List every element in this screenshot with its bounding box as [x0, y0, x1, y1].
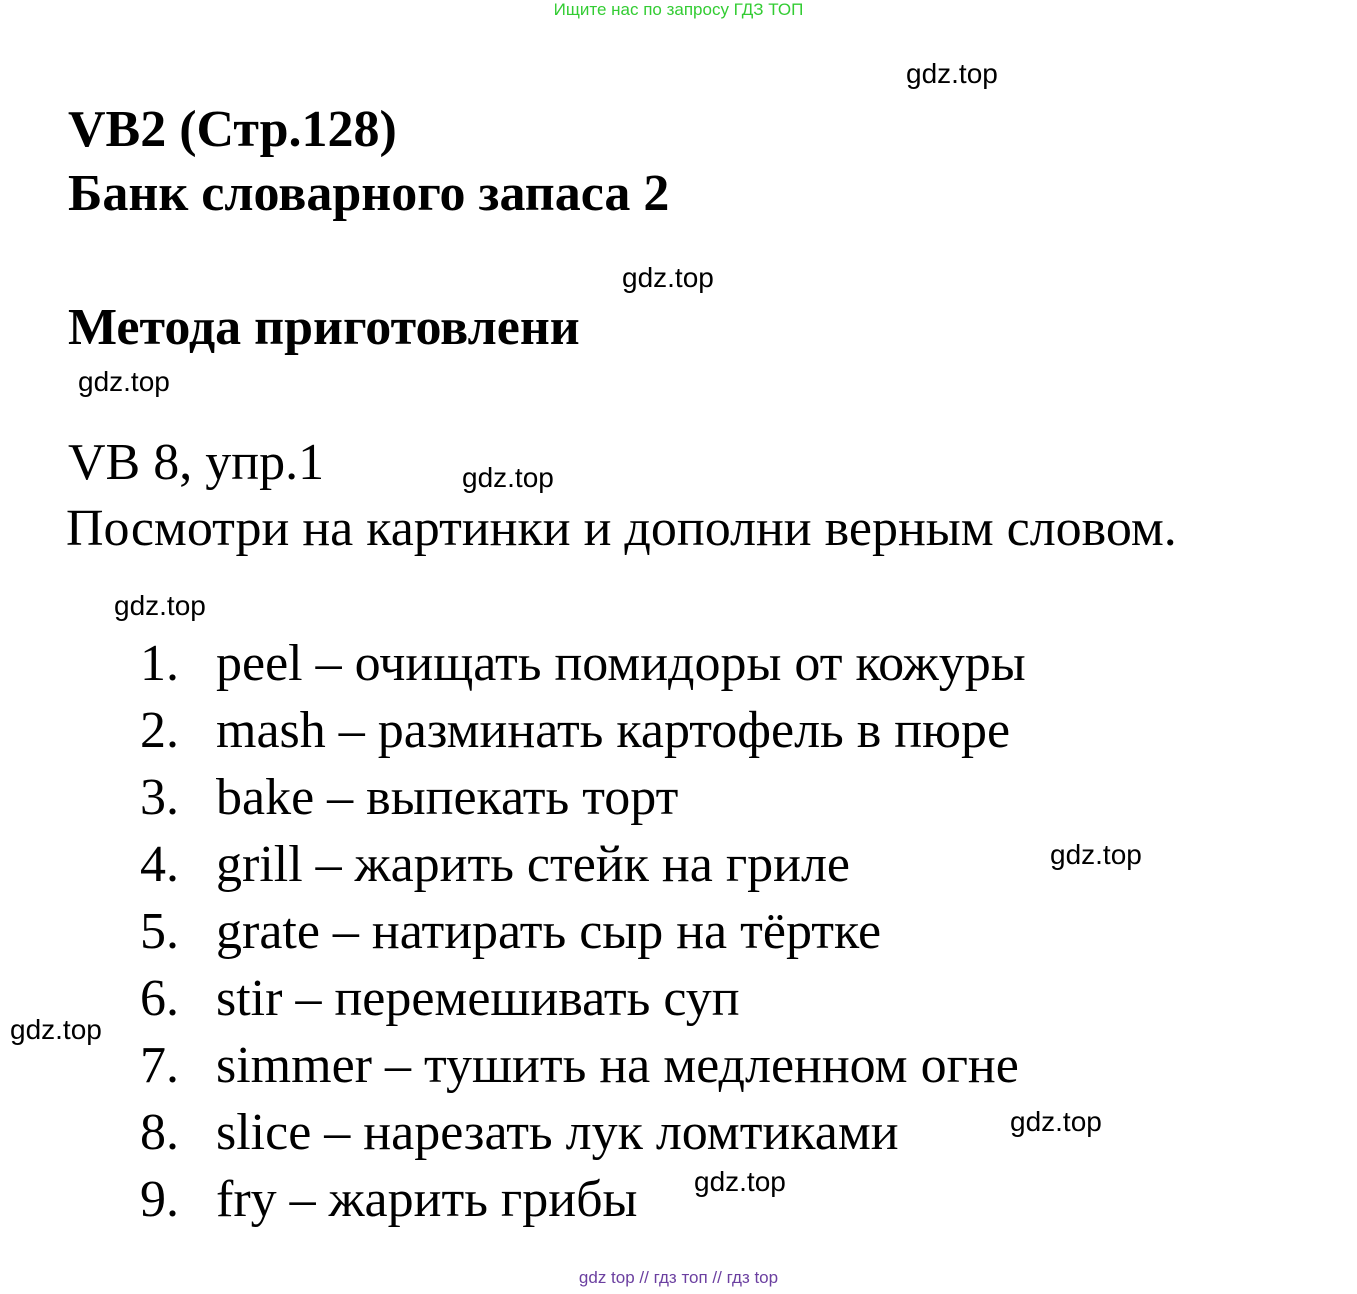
list-item [140, 1104, 899, 1161]
top-banner: Ищите нас по запросу ГДЗ ТОП [553, 0, 804, 19]
item-number: 5. [140, 903, 179, 960]
exercise-reference: VB 8, упр.1 [68, 434, 325, 491]
page-title: VB2 (Стр.128) [68, 101, 397, 158]
item-number: 2. [140, 702, 179, 759]
item-text: mash – разминать картофель в пюре [216, 702, 1011, 759]
footer-links: gdz top // гдз топ // гдз top [578, 1268, 779, 1287]
watermark: gdz.top [1050, 839, 1142, 870]
list-item [140, 970, 740, 1027]
item-text: simmer – тушить на медленном огне [216, 1037, 1019, 1094]
item-number: 1. [140, 635, 179, 692]
item-text: slice – нарезать лук ломтиками [216, 1104, 899, 1161]
exercise-instruction: Посмотри на картинки и дополни верным словом. [66, 500, 1177, 557]
watermark: gdz.top [1010, 1106, 1102, 1137]
watermark: gdz.top [114, 590, 206, 621]
item-text: peel – очищать помидоры от кожуры [216, 635, 1026, 692]
item-number: 8. [140, 1104, 179, 1161]
watermark: gdz.top [10, 1014, 102, 1045]
section-title: Метода приготовлени [68, 299, 580, 356]
item-number: 7. [140, 1037, 179, 1094]
item-number: 3. [140, 769, 179, 826]
item-text: grate – натирать сыр на тёртке [216, 903, 882, 960]
list-item [140, 1171, 638, 1228]
item-text: fry – жарить грибы [216, 1171, 638, 1228]
list-item [140, 702, 1011, 759]
item-number: 6. [140, 970, 179, 1027]
watermark: gdz.top [906, 58, 998, 89]
list-item [140, 635, 1026, 692]
list-item [140, 903, 882, 960]
item-text: grill – жарить стейк на гриле [216, 836, 851, 893]
list-item [140, 836, 851, 893]
item-number: 4. [140, 836, 179, 893]
item-number: 9. [140, 1171, 179, 1228]
item-text: bake – выпекать торт [216, 769, 679, 826]
page-subtitle: Банк словарного запаса 2 [68, 165, 670, 222]
list-item [140, 769, 679, 826]
list-item [140, 1037, 1019, 1094]
item-text: stir – перемешивать суп [216, 970, 740, 1027]
watermark: gdz.top [462, 462, 554, 493]
watermark: gdz.top [78, 366, 170, 397]
watermark: gdz.top [622, 262, 714, 293]
watermark: gdz.top [694, 1166, 786, 1197]
